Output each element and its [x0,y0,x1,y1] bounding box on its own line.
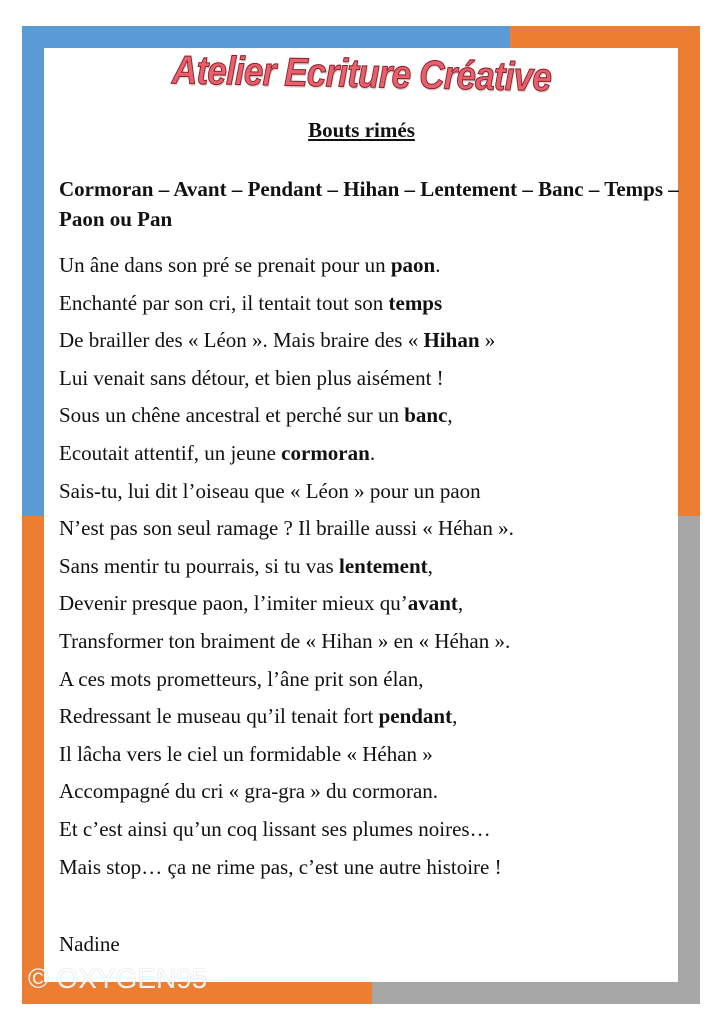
poem-rhyme-word: cormoran [281,440,370,465]
poem-line-text: Un âne dans son pré se prenait pour un [59,253,391,277]
poem-rhyme-word: avant [407,591,458,616]
poem-line [59,664,674,702]
poem-line [59,325,674,363]
frame-band-gray-right [678,516,700,1004]
poem-line-punctuation: , [457,591,464,616]
rhyme-words-list: Cormoran – Avant – Pendant – Hihan – Lentement – Banc – Temps – Paon ou Pan [59,177,679,231]
poem-line [59,551,674,589]
poem-line-text: Sans mentir tu pourrais, si tu vas [59,553,339,578]
frame-band-orange-right [678,26,700,516]
frame-band-orange-left [22,516,44,996]
poem-line [59,400,674,438]
poem-line-text: Enchanté par son cri, il tentait tout son [59,290,389,315]
poem-line-text: Devenir presque paon, l’imiter mieux qu’ [59,591,408,616]
poem-line [59,513,674,551]
poem-line-text: Ecoutait attentif, un jeune [59,440,282,465]
poem-line-text: Redressant le museau qu’il tenait fort [59,704,379,729]
poem-line [59,250,674,288]
poem-line-text: Il lâcha vers le ciel un formidable « Héhan » [59,741,433,766]
poem-rhyme-word: Hihan [423,328,480,353]
poem-line [59,588,674,626]
poem-line-text: Et c’est ainsi qu’un coq lissant ses plumes noires… [59,816,491,841]
poem-line-punctuation: , [452,704,458,729]
poem-line [59,701,674,739]
poem-line-text: Sais-tu, lui dit l’oiseau que « Léon » pour un paon [59,478,481,503]
poem-line [59,476,674,514]
poem-line [59,739,674,777]
author-signature: Nadine [59,932,120,956]
page-subtitle: Bouts rimés [308,118,415,142]
poem-body [59,250,674,889]
poem-line-text: N’est pas son seul ramage ? Il braille aussi « Héhan ». [59,516,514,541]
poem-line-text: Mais stop… ça ne rime pas, c’est une autre histoire ! [59,854,502,879]
poem-rhyme-word: temps [388,290,443,315]
frame-band-orange-top [510,26,700,48]
poem-rhyme-word: paon [390,253,436,277]
poem-line [59,438,674,476]
poem-line [59,626,674,664]
poem-line-punctuation: » [479,328,496,353]
poem-line [59,814,674,852]
poem-line-text: Accompagné du cri « gra-gra » du cormoran. [59,779,439,804]
frame-band-blue-left [22,26,44,516]
poem-line [59,776,674,814]
poem-line-text: Lui venait sans détour, et bien plus aisément ! [59,365,444,390]
poem-line [59,852,674,890]
page-title: Atelier Ecriture Créative [171,48,552,100]
poem-line-text: De brailler des « Léon ». Mais braire des « [59,328,424,353]
poem-rhyme-word: lentement [338,553,428,578]
frame-band-blue-top [22,26,532,48]
poem-line [59,288,674,326]
copyright-watermark: © OXYGEN95 [28,963,208,994]
poem-line-punctuation: . [369,440,376,465]
poem-line-text: Transformer ton braiment de « Hihan » en « Héhan ». [59,628,511,653]
poem-line [59,363,674,401]
poem-line-punctuation: . [435,253,441,277]
poem-line-text: Sous un chêne ancestral et perché sur un [59,403,405,428]
poem-line-punctuation: , [427,553,433,578]
poem-rhyme-word: pendant [378,704,453,729]
poem-rhyme-word: banc [404,403,448,428]
poem-line-text: A ces mots prometteurs, l’âne prit son élan, [59,666,424,691]
frame-band-gray-bottom [372,982,700,1004]
poem-line-punctuation: , [447,403,453,428]
